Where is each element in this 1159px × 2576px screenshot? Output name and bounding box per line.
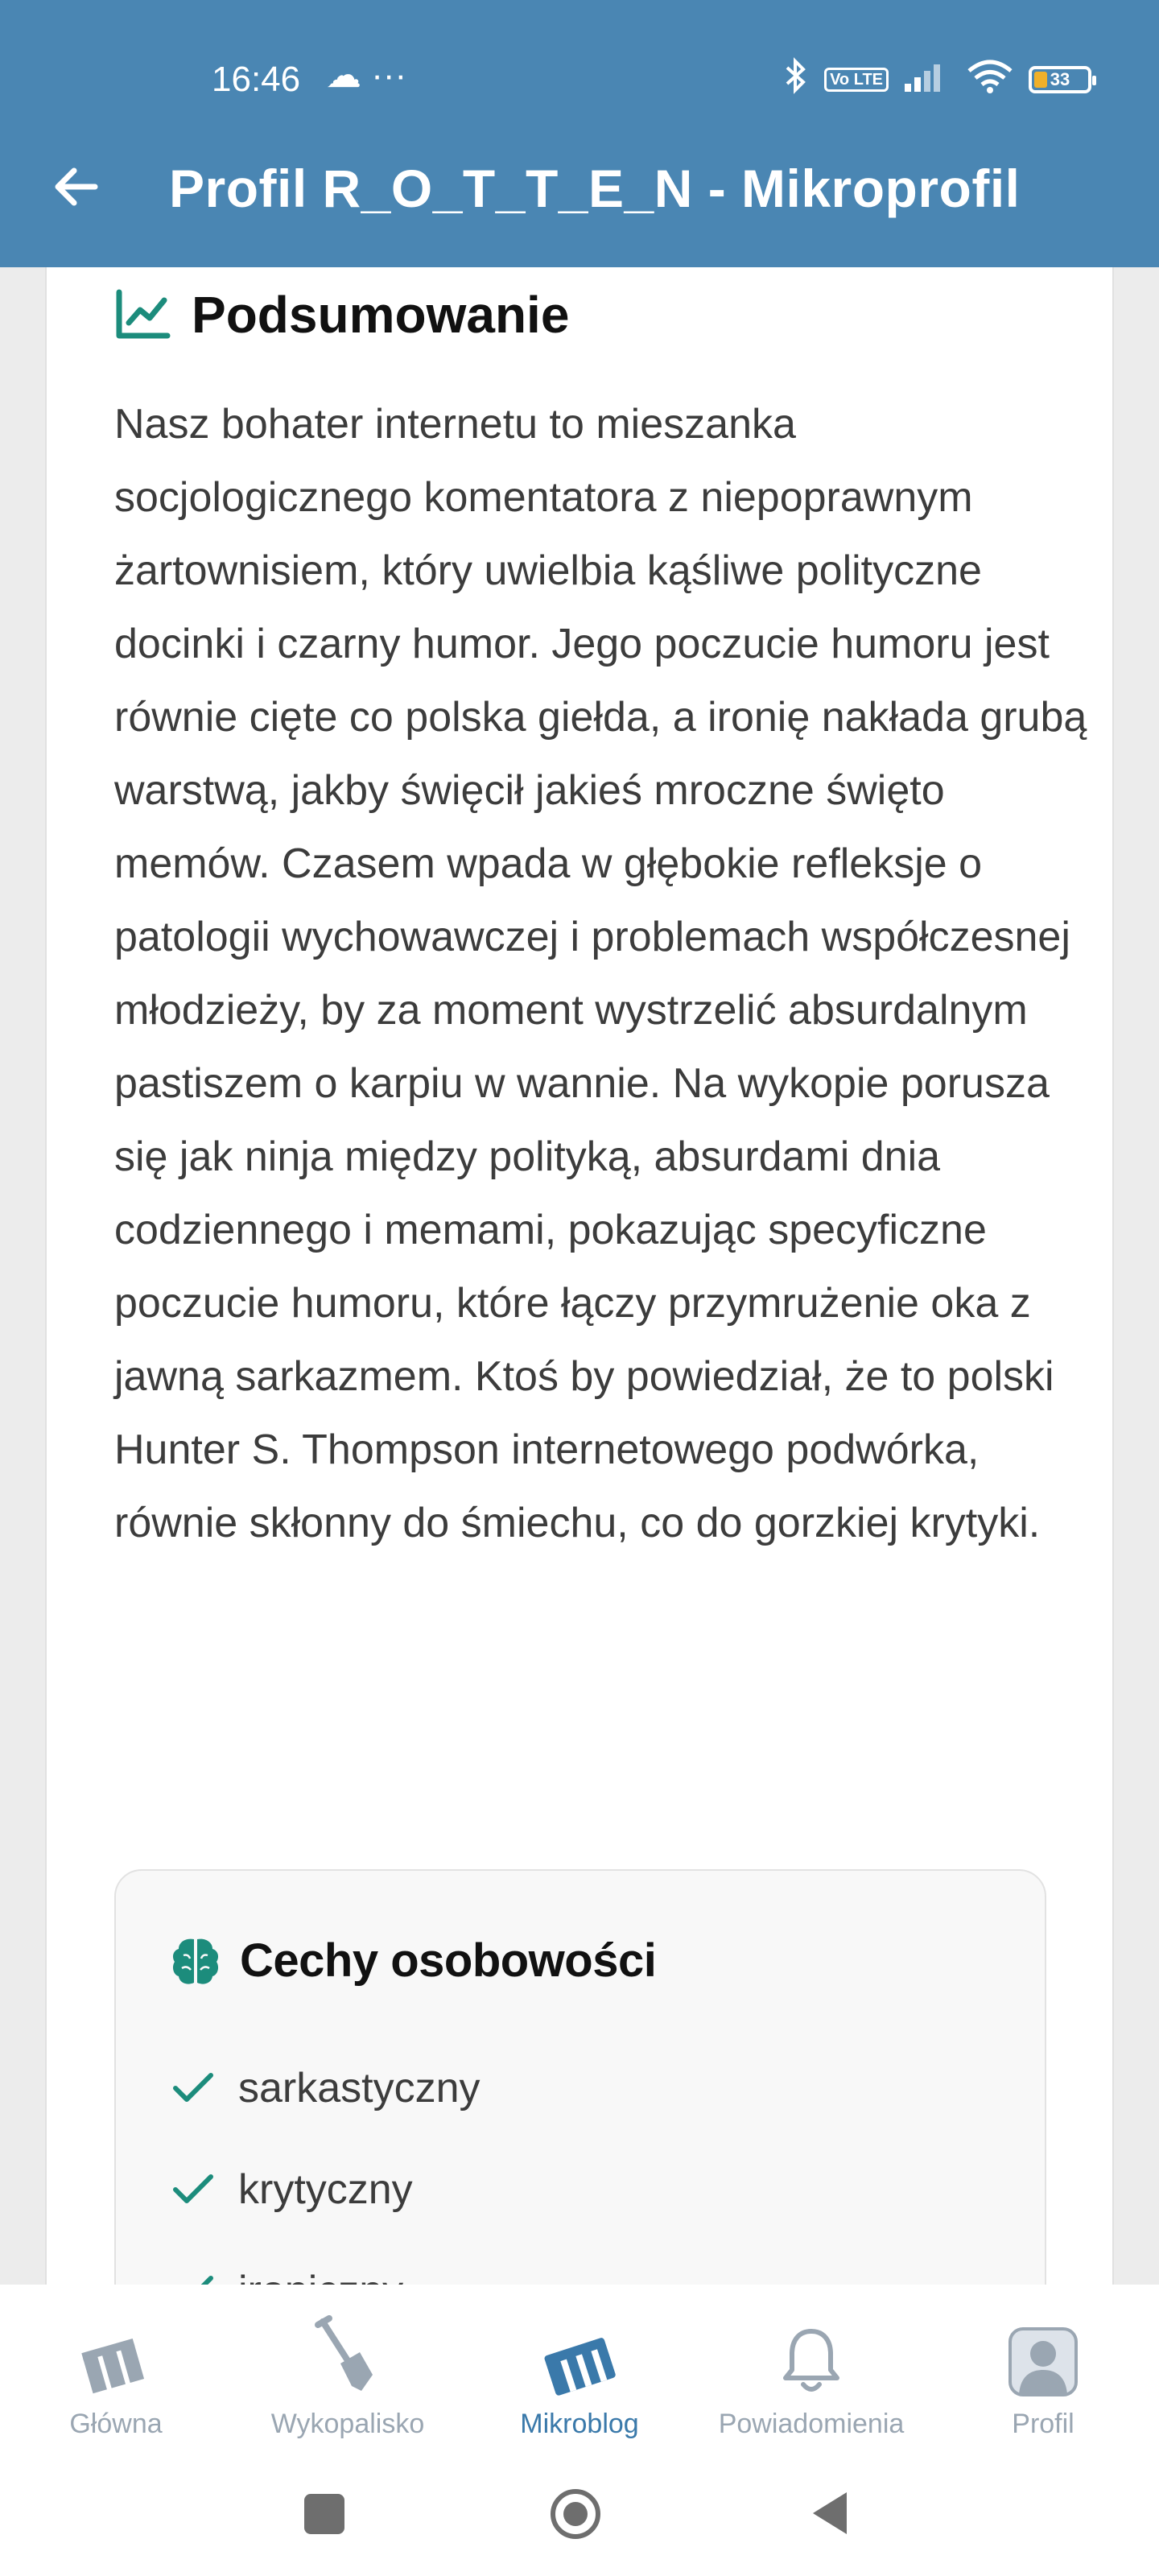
shovel-icon — [232, 2309, 464, 2397]
traits-header — [169, 1934, 656, 1988]
trait-item — [172, 2165, 413, 2214]
home-logo-icon — [0, 2309, 232, 2397]
avatar-icon — [927, 2309, 1159, 2397]
back-button[interactable] — [48, 158, 106, 216]
volte-icon: Vo LTE — [824, 68, 889, 92]
app-header — [0, 0, 1159, 267]
status-right-icons — [782, 58, 1091, 101]
wifi-icon — [966, 58, 1014, 101]
check-icon — [172, 2072, 214, 2104]
home-button[interactable] — [549, 2487, 602, 2541]
bell-icon — [695, 2309, 927, 2397]
nav-item-glowna[interactable] — [0, 2309, 232, 2440]
trait-label: sarkastyczny — [238, 2065, 481, 2112]
profile-card — [45, 267, 1114, 2286]
bluetooth-icon — [782, 58, 810, 101]
status-notification-icons: ☁ ··· — [326, 56, 407, 95]
nav-item-wykopalisko[interactable] — [232, 2309, 464, 2440]
signal-icon — [903, 60, 951, 99]
brain-icon — [169, 1934, 222, 1988]
summary-text: Nasz bohater internetu to mieszanka socjologicznego komentatora z niepoprawnym żartownisiem, który uwielbia kąśliwe polityczne docinki i czarny humor. Jego poczucie humoru jest równie cięte co polska giełda, a ironię nakłada grubą warstwą, jakby święcił jakieś mroczne święto memów. Czasem wpada w głębokie refleksje o patologii wychowawczej i problemach współczesnej młodzieży, by za moment wystrzelić absurdalnym pastiszem o karpiu w wannie. Na wykopie porusza się jak ninja między polityką, absurdami dnia codziennego i memami, pokazując specyficzne poczucie humoru, które łączy przymrużenie oka z jawną sarkazmem. Ktoś by powiedział, że to polski Hunter S. Thompson internetowego podwórka, równie skłonny do śmiechu, co do gorzkiej krytyki. — [114, 401, 1087, 1546]
system-navigation — [0, 2473, 1159, 2545]
traits-title: Cechy osobowości — [240, 1934, 657, 1987]
arrow-left-icon — [48, 158, 106, 216]
summary-header — [114, 285, 569, 345]
nav-label: Główna — [69, 2409, 163, 2439]
chart-line-icon — [114, 289, 171, 341]
trait-label: krytyczny — [238, 2166, 413, 2213]
status-time: 16:46 — [212, 60, 301, 99]
home-circle-icon — [549, 2487, 602, 2541]
battery-level: 33 — [1050, 68, 1070, 89]
battery-icon — [1029, 66, 1091, 93]
nav-label: Powiadomienia — [718, 2409, 905, 2439]
bottom-navigation — [0, 2285, 1159, 2576]
nav-item-profil[interactable] — [927, 2309, 1159, 2440]
mikroblog-icon — [464, 2309, 695, 2397]
trait-item — [172, 2064, 481, 2112]
check-icon — [172, 2174, 214, 2206]
nav-label: Mikroblog — [520, 2409, 639, 2439]
recents-button[interactable] — [304, 2494, 344, 2534]
page-title: Profil R_O_T_T_E_N - Mikroprofil — [169, 159, 1021, 218]
triangle-back-icon — [806, 2489, 855, 2537]
nav-item-powiadomienia[interactable] — [695, 2309, 927, 2440]
nav-label: Wykopalisko — [270, 2409, 425, 2439]
system-back-button[interactable] — [806, 2489, 855, 2537]
nav-label: Profil — [1012, 2409, 1074, 2439]
nav-item-mikroblog[interactable] — [464, 2309, 695, 2440]
summary-title: Podsumowanie — [192, 286, 570, 344]
